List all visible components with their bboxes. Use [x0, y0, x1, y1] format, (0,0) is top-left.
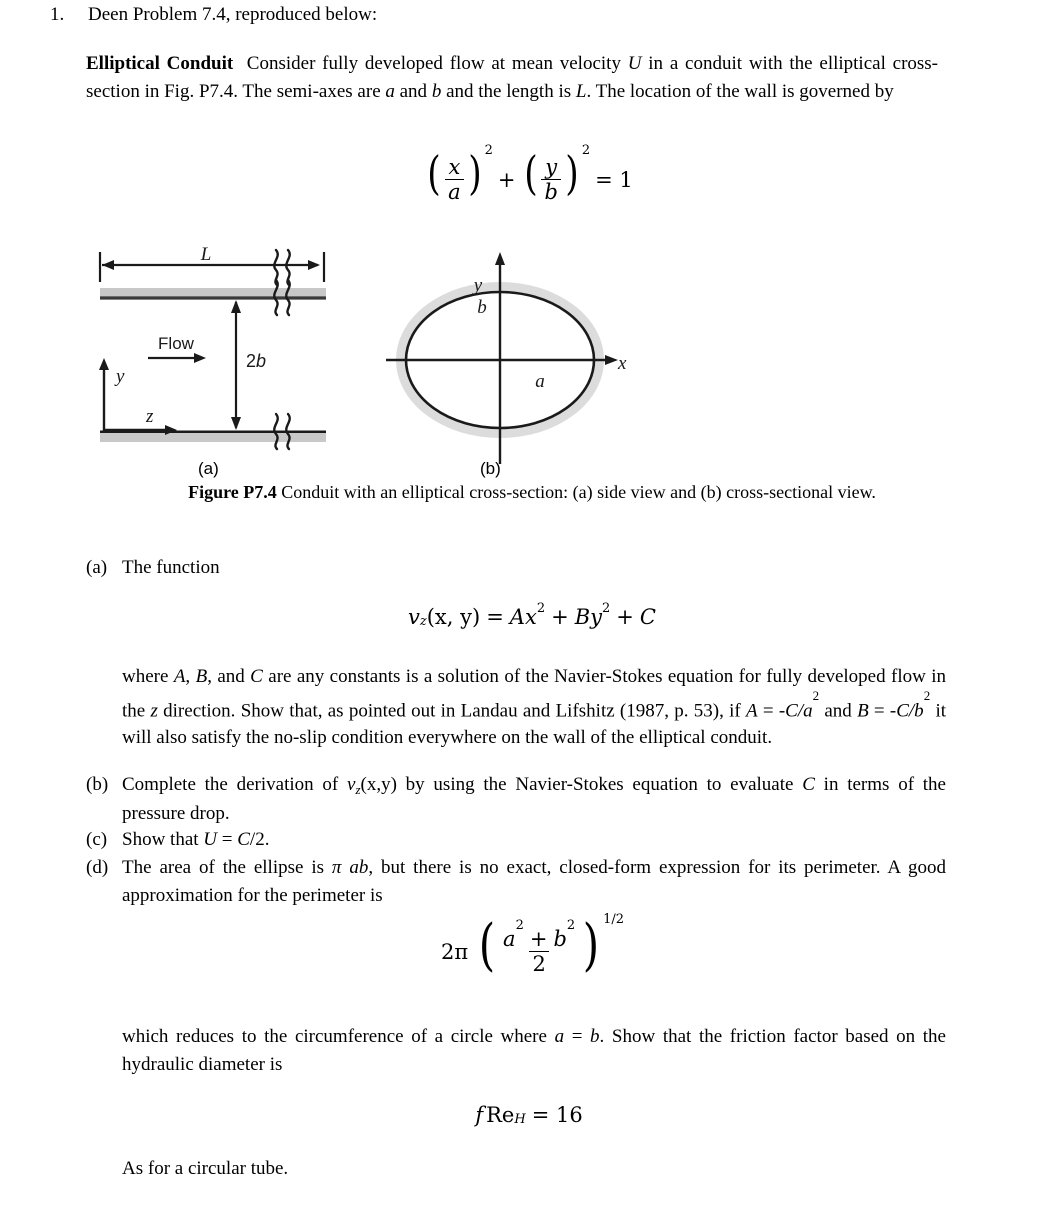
- perimeter-fraction: [498, 918, 580, 977]
- figure-caption: [0, 482, 1064, 503]
- part-b-text-2: by using the Navier-Stokes equation to evaluate: [396, 774, 803, 795]
- x-axis-arrow: [605, 355, 618, 365]
- tail-2: =: [564, 1026, 591, 1047]
- part-c-text: [122, 826, 269, 854]
- fraction-y-over-b: [539, 156, 562, 203]
- closing-line: As for a circular tube.: [122, 1158, 289, 1179]
- note-5: direction. Show that, as pointed out in Landau and Lifshitz (1987, p. 53), if: [157, 699, 746, 721]
- note-C-over-b-exp: 2: [923, 687, 931, 703]
- part-c: [86, 826, 946, 854]
- part-b-v-args: (x,y): [360, 774, 397, 795]
- figure-sublabel-a: (a): [198, 459, 219, 478]
- problem-number: 1.: [50, 4, 65, 25]
- equals-one: = 1: [595, 167, 633, 192]
- friction-equals: = 16: [531, 1103, 583, 1127]
- fraction-numerator-y: y: [545, 155, 558, 179]
- length-arrow-left: [102, 260, 114, 270]
- part-d-text: [122, 854, 946, 909]
- height-arrow-bottom: [231, 417, 241, 430]
- note-var-C: C: [250, 666, 263, 687]
- note-var-z: z: [150, 699, 158, 721]
- note-4: are any constants is a solution of the Navier-Stokes equation for fully developed flow in the: [122, 666, 946, 721]
- fraction-denominator-a: a: [445, 179, 464, 203]
- part-c-text-1: Show that: [122, 829, 204, 850]
- side-view-diagram: [99, 244, 326, 449]
- note-var-B: B: [195, 666, 208, 687]
- part-b: [86, 771, 946, 827]
- statement-var-U: U: [627, 53, 642, 74]
- cross-section-diagram: [386, 252, 627, 464]
- length-arrow-right: [308, 260, 320, 270]
- friction-Re: Re: [486, 1103, 515, 1127]
- y-axis-arrow: [99, 358, 109, 370]
- statement-var-a: a: [385, 80, 395, 102]
- height-label: 2b: [246, 351, 267, 371]
- part-a-note: [122, 663, 946, 752]
- friction-Re-sub: H: [514, 1111, 526, 1127]
- part-c-marker: (c): [86, 829, 108, 850]
- velocity-equals: =: [486, 605, 504, 629]
- part-a-text: The function: [122, 557, 220, 578]
- cross-y-label: y: [473, 275, 483, 296]
- note-6: = -: [757, 699, 786, 721]
- part-a-marker: (a): [86, 557, 108, 578]
- length-label: L: [200, 244, 212, 265]
- note-8: = -: [868, 699, 897, 721]
- part-d-text-2: , but there is no exact, closed-form expression for its perimeter. A good approximation for the perimeter is: [122, 857, 946, 906]
- side-z-label: z: [146, 406, 154, 427]
- right-paren-1: ): [467, 146, 482, 200]
- part-b-v: v: [347, 774, 356, 795]
- statement-body-2: in a conduit with the elliptical cross-section in Fig. P7.4. The semi-axes are: [86, 53, 939, 102]
- semi-minor-label: b: [477, 297, 487, 318]
- part-d-pi-ab: π ab: [331, 857, 369, 878]
- semi-major-label: a: [535, 371, 545, 392]
- note-C-over-a: C/a: [785, 699, 813, 721]
- velocity-y: y: [590, 605, 603, 629]
- left-paren-2: (: [523, 146, 538, 200]
- part-d: [86, 854, 946, 909]
- note-9: it will also satisfy the no-slip condition everywhere on the wall of the elliptical conduit.: [122, 699, 947, 749]
- tail-1: which reduces to the circumference of a circle where: [122, 1026, 555, 1047]
- perimeter-numerator: [500, 918, 578, 951]
- statement-var-L: L: [575, 80, 587, 102]
- statement-var-b: b: [431, 80, 442, 102]
- velocity-arguments: (x, y): [426, 605, 481, 629]
- perimeter-num-plus: +: [529, 927, 548, 951]
- exponent-1: 2: [484, 143, 493, 158]
- part-a: [86, 554, 946, 582]
- note-var-A2: A: [745, 699, 758, 721]
- figure-caption-text: Conduit with an elliptical cross-section: (a) side view and (b) cross-sectional view.: [276, 482, 876, 502]
- part-b-marker: (b): [86, 774, 109, 795]
- statement-heading: Elliptical Conduit: [86, 53, 234, 74]
- height-arrow-top: [231, 300, 241, 313]
- perimeter-left-paren: (: [478, 913, 496, 978]
- velocity-x-exponent: 2: [536, 600, 546, 616]
- right-paren-2: ): [565, 146, 579, 200]
- equation-perimeter: [0, 912, 1064, 978]
- equation-wall-location: [0, 143, 1064, 205]
- note-var-B2: B: [857, 699, 869, 721]
- coefficient-B: B: [574, 605, 591, 629]
- exponent-2: 2: [581, 143, 591, 158]
- part-d-text-1: The area of the ellipse is: [122, 857, 332, 878]
- perimeter-power: 1/2: [603, 912, 624, 927]
- note-7: and: [819, 699, 858, 721]
- velocity-plus-2: +: [616, 605, 634, 629]
- part-c-U: U: [203, 829, 218, 850]
- perimeter-num-a-exp: 2: [515, 918, 524, 933]
- perimeter-lead: 2π: [441, 939, 469, 964]
- note-C-over-a-exp: 2: [812, 687, 820, 703]
- coefficient-A: A: [509, 605, 525, 629]
- part-b-v-sub: z: [355, 782, 361, 797]
- figure-caption-label: Figure P7.4: [188, 482, 277, 502]
- cross-x-label: x: [618, 353, 627, 374]
- side-y-label: y: [116, 366, 125, 387]
- part-b-C: C: [802, 774, 815, 795]
- fraction-numerator-x: x: [448, 155, 461, 179]
- note-3: , and: [207, 666, 251, 687]
- statement-body-4: and the length is: [441, 80, 576, 102]
- top-wall-band: [100, 288, 326, 297]
- problem-prompt: Deen Problem 7.4, reproduced below:: [88, 4, 378, 25]
- part-c-text-2: =: [217, 829, 238, 850]
- fraction-denominator-b: b: [541, 179, 560, 203]
- part-b-text-3: in terms of the pressure drop.: [122, 774, 946, 824]
- note-2: ,: [185, 666, 196, 687]
- perimeter-num-a: a: [503, 927, 516, 951]
- problem-statement: [86, 50, 938, 105]
- perimeter-denominator: 2: [529, 951, 548, 975]
- statement-body-5: . The location of the wall is governed by: [586, 80, 894, 102]
- note-C-over-b: C/b: [896, 699, 924, 721]
- perimeter-num-b: b: [553, 927, 567, 951]
- tail-3: . Show that the friction factor based on the hydraulic diameter is: [122, 1026, 946, 1075]
- part-d-marker: (d): [86, 857, 109, 878]
- velocity-plus-1: +: [551, 605, 569, 629]
- tail-var-a: a: [554, 1026, 565, 1047]
- left-paren-1: (: [427, 146, 441, 200]
- statement-body-3: and: [394, 80, 432, 102]
- velocity-y-exponent: 2: [602, 600, 611, 616]
- problem-item: [50, 2, 1000, 28]
- part-b-text-1: Complete the derivation of: [122, 774, 347, 795]
- part-d-tail: [122, 1023, 946, 1078]
- plus-operator: +: [497, 167, 516, 192]
- tail-var-b: b: [590, 1026, 600, 1047]
- figure-sublabel-b: (b): [480, 459, 501, 478]
- flow-arrow-head: [194, 353, 206, 363]
- note-1: where: [122, 666, 174, 687]
- y-axis-arrow: [495, 252, 505, 265]
- part-c-C: C: [237, 829, 250, 850]
- velocity-symbol: v: [408, 605, 420, 629]
- figure-p74: [0, 236, 1064, 486]
- fraction-x-over-a: [443, 156, 466, 203]
- part-c-text-3: /2.: [249, 829, 270, 850]
- equation-velocity-profile: [0, 600, 1064, 629]
- perimeter-right-paren: ): [582, 913, 600, 978]
- flow-label: Flow: [158, 334, 194, 353]
- statement-body-1: Consider fully developed flow at mean velocity: [246, 53, 628, 74]
- part-b-text: [122, 771, 946, 827]
- friction-f: f: [475, 1103, 484, 1127]
- perimeter-num-b-exp: 2: [566, 918, 576, 933]
- coefficient-C: C: [639, 605, 656, 629]
- bottom-wall-band: [100, 433, 326, 442]
- velocity-subscript: z: [419, 613, 427, 629]
- velocity-x: x: [524, 605, 537, 629]
- note-var-A: A: [173, 666, 186, 687]
- equation-friction-factor: [0, 1103, 1064, 1127]
